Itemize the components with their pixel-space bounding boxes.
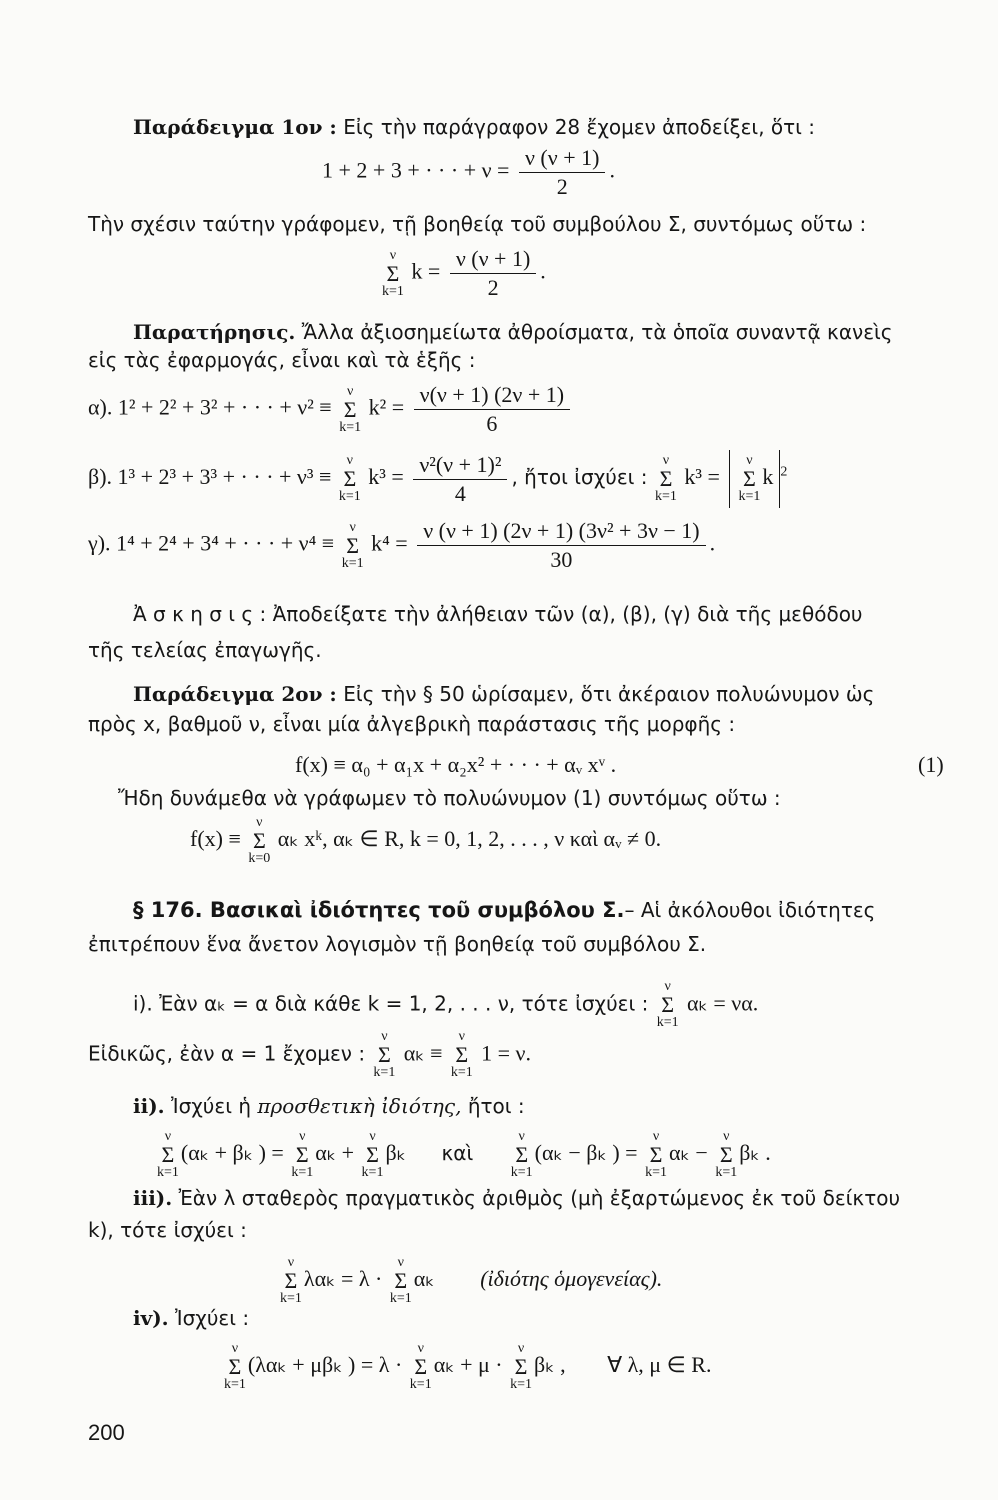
exercise-line-2: τῆς τελείας ἐπαγωγῆς. xyxy=(88,638,322,662)
sigma-lower: k=1 xyxy=(510,1165,533,1180)
sigma-symbol: Σ xyxy=(295,1142,309,1167)
sigma-lower: k=1 xyxy=(738,489,761,504)
gamma-denominator: 30 xyxy=(550,547,573,572)
p2-c: βₖ xyxy=(385,1140,407,1166)
sigma-lower: k=0 xyxy=(248,851,271,866)
sigma-lower: k=1 xyxy=(715,1165,738,1180)
sigma-beta xyxy=(339,454,361,504)
property-i-rhs: αₖ = να. xyxy=(686,990,759,1016)
property-i-text: i). Ἐὰν αₖ = α διὰ κάθε k = 1, 2, . . . ν, τότε ἰσχύει : xyxy=(133,991,649,1016)
beta-sum-2: k³ = xyxy=(684,464,720,490)
sigma-symbol: Σ xyxy=(455,1042,469,1067)
sigma-upper: ν xyxy=(347,383,354,399)
observation-text-2: εἰς τὰς ἐφαρμογάς, εἶναι καὶ τὰ ἑξῆς : xyxy=(88,348,476,372)
sigma-lower: k=1 xyxy=(382,283,404,299)
sigma-upper: ν xyxy=(458,1029,465,1044)
sigma-p2e xyxy=(645,1130,667,1180)
property-iii-text: Ἐὰν λ σταθερὸς πραγματικὸς ἀριθμὸς (μὴ ἐξαρτώμενος ἐκ τοῦ δείκτου xyxy=(178,1186,901,1210)
sigma-p3a xyxy=(280,1256,302,1306)
exercise-line: Ἀ σ κ η σ ι ς : Ἀποδείξατε τὴν ἀλήθειαν τῶν (α), (β), (γ) διὰ τῆς μεθόδου xyxy=(133,602,863,626)
sigma-p4a xyxy=(224,1342,246,1392)
eq2-denominator: 2 xyxy=(487,275,499,300)
alpha-denominator: 6 xyxy=(486,411,498,436)
sigma-lower: k=1 xyxy=(510,1377,533,1392)
sigma-lower: k=1 xyxy=(656,1015,679,1030)
sigma-gamma xyxy=(342,521,364,571)
sigma-upper: ν xyxy=(746,453,753,468)
sigma-upper: ν xyxy=(256,815,263,830)
example2-text-2: πρὸς x, βαθμοῦ ν, εἶναι μία ἀλγεβρικὴ παράστασις τῆς μορφῆς : xyxy=(88,712,736,736)
property-iv xyxy=(133,1306,249,1330)
sigma-symbol: Σ xyxy=(719,1142,733,1167)
p2-e: αₖ − xyxy=(669,1140,708,1166)
sigma-upper: ν xyxy=(346,453,354,468)
property-i-special-mid: αₖ ≡ xyxy=(403,1040,443,1066)
property-i-special xyxy=(88,1030,531,1080)
sigma-symbol: Σ xyxy=(284,1268,298,1293)
alpha-numerator: ν(ν + 1) (2ν + 1) xyxy=(414,382,570,410)
alpha-sum: k² = xyxy=(368,394,405,420)
beta-denominator: 4 xyxy=(454,480,466,506)
property-i-special-rhs: 1 = ν. xyxy=(481,1040,531,1066)
page-number: 200 xyxy=(88,1420,125,1445)
property-ii-pre: Ἰσχύει ἡ xyxy=(170,1094,251,1118)
sigma-upper: ν xyxy=(349,519,356,535)
p4-d: ∀ λ, μ ∈ R. xyxy=(607,1352,712,1378)
beta-sum: k³ = xyxy=(368,464,404,490)
p3-italic: (ἰδιότης ὁμογενείας). xyxy=(480,1266,663,1292)
sigma-lower: k=1 xyxy=(389,1291,412,1306)
gamma-lhs: 1⁴ + 2⁴ + 3⁴ + · · · + ν⁴ ≡ xyxy=(116,530,335,556)
property-ii-label: ii). xyxy=(133,1094,165,1118)
observation-heading: Παρατήρησις. xyxy=(133,320,296,344)
sigma-lower: k=1 xyxy=(338,489,361,504)
sigma-upper: ν xyxy=(652,1129,660,1144)
example1-text: Εἰς τὴν παράγραφον 28 ἔχομεν ἀποδείξει, ὅτι : xyxy=(343,115,816,139)
p4-b: αₖ + μ · xyxy=(433,1352,503,1378)
sigma-p2b xyxy=(291,1130,313,1180)
sigma-lower: k=1 xyxy=(224,1377,246,1392)
property-i xyxy=(133,980,758,1030)
eq1-fraction xyxy=(519,145,605,200)
formula-gamma: γ). 1⁴ + 2⁴ + 3⁴ + · · · + ν⁴ ≡ ν Σ k=1 k⁴ = $\frac{\text{ν (ν + 1) (2ν + 1) (3ν² + 3ν − 1)}}{30}$ . xyxy=(88,518,716,572)
sigma-lower: k=1 xyxy=(409,1377,432,1392)
polynomial-intro: Ἤδη δυνάμεθα νὰ γράφωμεν τὸ πολυώνυμον (1) συντόμως οὕτω : xyxy=(118,786,781,810)
sigma-symbol: Σ xyxy=(366,1142,379,1167)
beta-numerator: ν²(ν + 1)² xyxy=(413,452,507,480)
sigma-upper: ν xyxy=(231,1341,239,1356)
sigma-lower: k=1 xyxy=(341,555,364,571)
property-ii-italic: προσθετικὴ ἰδιότης, xyxy=(257,1094,462,1118)
sigma-lower: k=1 xyxy=(655,489,677,504)
p2-a: (αₖ + βₖ ) = xyxy=(180,1140,284,1166)
observation-line xyxy=(133,320,893,344)
sigma-symbol: Σ xyxy=(346,532,360,558)
sigma-upper: ν xyxy=(389,247,397,263)
sigma-p4b xyxy=(410,1342,432,1392)
sigma-p4c xyxy=(510,1342,532,1392)
sigma-p2a xyxy=(157,1130,179,1180)
observation-text: Ἄλλα ἀξιοσημείωτα ἀθροίσματα, τὰ ὁποῖα συναντᾷ κανεὶς xyxy=(301,320,893,344)
sigma-alpha xyxy=(339,385,361,435)
property-iii-label: iii). xyxy=(133,1186,173,1210)
section-text-2: ἐπιτρέπουν ἕνα ἄνετον λογισμὸν τῇ βοηθείᾳ τοῦ συμβόλου Σ. xyxy=(88,932,707,956)
p4-a: (λαₖ + μβₖ ) = λ · xyxy=(247,1352,403,1378)
example1-heading: Παράδειγμα 1ον : xyxy=(133,115,337,139)
sigma-lower: k=1 xyxy=(280,1291,302,1306)
example2-heading: Παράδειγμα 2ον : xyxy=(133,682,337,706)
sigma-p3b xyxy=(390,1256,412,1306)
sigma-symbol: Σ xyxy=(343,396,357,422)
sigma-upper: ν xyxy=(662,453,670,468)
gamma-fraction xyxy=(417,518,705,573)
section-heading: § 176. Βασικαὶ ἰδιότητες τοῦ συμβόλου Σ. xyxy=(133,898,625,922)
sigma-lower: k=1 xyxy=(361,1165,384,1180)
poly2-lhs: f(x) ≡ xyxy=(190,826,241,852)
sigma-symbol: Σ xyxy=(377,1042,391,1067)
p3-a: λαₖ = λ · xyxy=(303,1266,383,1292)
sigma-p1 xyxy=(657,980,679,1030)
alpha-label: α). xyxy=(88,394,113,420)
sigma-symbol: Σ xyxy=(742,466,756,491)
alpha-fraction xyxy=(414,382,570,437)
poly2-rhs: αₖ xᵏ, αₖ ∈ R, k = 0, 1, 2, . . . , ν καὶ αᵥ ≠ 0. xyxy=(277,826,662,852)
sigma-poly xyxy=(248,816,270,866)
sigma-upper: ν xyxy=(369,1129,376,1144)
sigma-p2d xyxy=(511,1130,533,1180)
sigma-lower: k=1 xyxy=(291,1165,314,1180)
sigma-symbol: Σ xyxy=(394,1268,408,1293)
property-iii-text-2: k), τότε ἰσχύει : xyxy=(88,1218,247,1242)
equation-sigma-1: ν Σ k=1 k = $\frac{\nu (\nu + 1)}{2}$ . xyxy=(382,246,546,300)
sigma-lower: k=1 xyxy=(645,1165,667,1180)
sum-intro-line: Τὴν σχέσιν ταύτην γράφομεν, τῇ βοηθείᾳ τοῦ συμβούλου Σ, συντόμως οὕτω : xyxy=(88,212,867,236)
gamma-numerator: ν (ν + 1) (2ν + 1) (3ν² + 3ν − 1) xyxy=(417,518,705,546)
polynomial-eq: f(x) ≡ α₀ + α₁x + α₂x² + · · · + αᵥ xᵛ . xyxy=(295,752,617,777)
sigma-lower: k=1 xyxy=(157,1165,179,1180)
eq1-lhs: 1 + 2 + 3 + · · · + ν = xyxy=(322,157,510,183)
sigma-upper: ν xyxy=(381,1029,388,1044)
sigma-symbol: Σ xyxy=(386,260,400,286)
sigma-lower: k=1 xyxy=(373,1065,396,1080)
sigma-upper: ν xyxy=(518,1129,525,1144)
p2-b: αₖ + xyxy=(315,1140,355,1166)
property-iii xyxy=(133,1186,900,1210)
property-iii-formula xyxy=(278,1256,662,1306)
sigma-upper: ν xyxy=(723,1129,730,1144)
property-iv-label: iv). xyxy=(133,1306,169,1330)
equation-sum-1: 1 + 2 + 3 + · · · + ν = $\frac{\nu (\nu + 1)}{2}$ . xyxy=(322,145,615,199)
sigma-upper: ν xyxy=(517,1341,525,1356)
p4-c: βₖ , xyxy=(534,1352,566,1378)
polynomial-sigma-eq xyxy=(190,816,661,866)
p2-d: (αₖ − βₖ ) = xyxy=(534,1140,638,1166)
sigma-upper: ν xyxy=(417,1341,424,1356)
sigma-upper: ν xyxy=(287,1255,295,1270)
sigma-beta-3 xyxy=(738,454,760,504)
sigma-upper: ν xyxy=(164,1129,172,1144)
beta-bracket: ν Σ k=1 k xyxy=(729,450,780,508)
sigma-symbol: Σ xyxy=(649,1142,663,1167)
sigma-symbol: Σ xyxy=(414,1354,428,1379)
formula-alpha xyxy=(88,382,574,437)
eq1-denominator: 2 xyxy=(556,174,568,199)
sigma-p2c xyxy=(362,1130,384,1180)
sigma-symbol: Σ xyxy=(161,1142,175,1167)
sigma-lower: k=1 xyxy=(339,419,362,435)
sigma-1 xyxy=(382,249,404,299)
sigma-symbol: Σ xyxy=(659,466,673,491)
p2-f: βₖ . xyxy=(739,1140,771,1166)
property-iv-formula xyxy=(222,1342,711,1392)
p3-b: αₖ xyxy=(413,1266,435,1292)
gamma-label: γ). xyxy=(88,530,111,556)
example1-line xyxy=(133,115,815,139)
sigma-p2f xyxy=(715,1130,737,1180)
sigma-upper: ν xyxy=(397,1255,404,1270)
sigma-symbol: Σ xyxy=(515,1142,529,1167)
section-text: – Αἱ ἀκόλουθοι ἰδιότητες xyxy=(624,898,876,922)
sigma-symbol: Σ xyxy=(252,828,266,853)
beta-label: β). xyxy=(88,464,113,490)
sigma-upper: ν xyxy=(299,1129,306,1144)
polynomial-tag: (1) xyxy=(918,752,944,777)
sigma-p1b xyxy=(373,1030,395,1080)
example2-line xyxy=(133,682,874,706)
alpha-lhs: 1² + 2² + 3² + · · · + ν² ≡ xyxy=(117,394,332,420)
eq2-numerator: ν (ν + 1) xyxy=(450,246,536,274)
sigma-symbol: Σ xyxy=(343,466,357,491)
property-ii xyxy=(133,1094,525,1118)
eq2-fraction xyxy=(450,246,536,301)
property-ii-formula xyxy=(155,1130,771,1180)
sigma-p1b-2 xyxy=(451,1030,473,1080)
eq1-numerator: ν (ν + 1) xyxy=(519,145,605,173)
property-i-special-text: Εἰδικῶς, ἐὰν α = 1 ἔχομεν : xyxy=(88,1041,366,1066)
gamma-sum: k⁴ = xyxy=(371,530,408,556)
section-line xyxy=(133,898,875,922)
sigma-upper: ν xyxy=(664,979,671,994)
sigma-beta-2 xyxy=(655,454,677,504)
beta-lhs: 1³ + 2³ + 3³ + · · · + ν³ ≡ xyxy=(117,464,332,490)
formula-beta: β). 1³ + 2³ + 3³ + · · · + ν³ ≡ ν Σ k=1 k³ = $\frac{\text{ν²(ν + 1)²}}{4}$ , ἤτοι ἰσχύει : ν Σ k=1 k³ = ν Σ k=1 $k^2$ xyxy=(88,450,787,508)
example2-text: Εἰς τὴν § 50 ὡρίσαμεν, ὅτι ἀκέραιον πολυώνυμον ὡς xyxy=(343,682,875,706)
beta-tail: , ἤτοι ἰσχύει : xyxy=(511,465,648,490)
beta-fraction xyxy=(413,452,507,507)
sigma-symbol: Σ xyxy=(661,992,675,1017)
property-ii-post: ἤτοι : xyxy=(467,1094,525,1118)
eq2-lhs: k = xyxy=(411,258,441,284)
sigma-lower: k=1 xyxy=(450,1065,473,1080)
p2-and: καὶ xyxy=(441,1141,474,1166)
property-iv-text: Ἰσχύει : xyxy=(175,1306,250,1330)
sigma-symbol: Σ xyxy=(228,1354,242,1379)
sigma-symbol: Σ xyxy=(514,1354,528,1379)
